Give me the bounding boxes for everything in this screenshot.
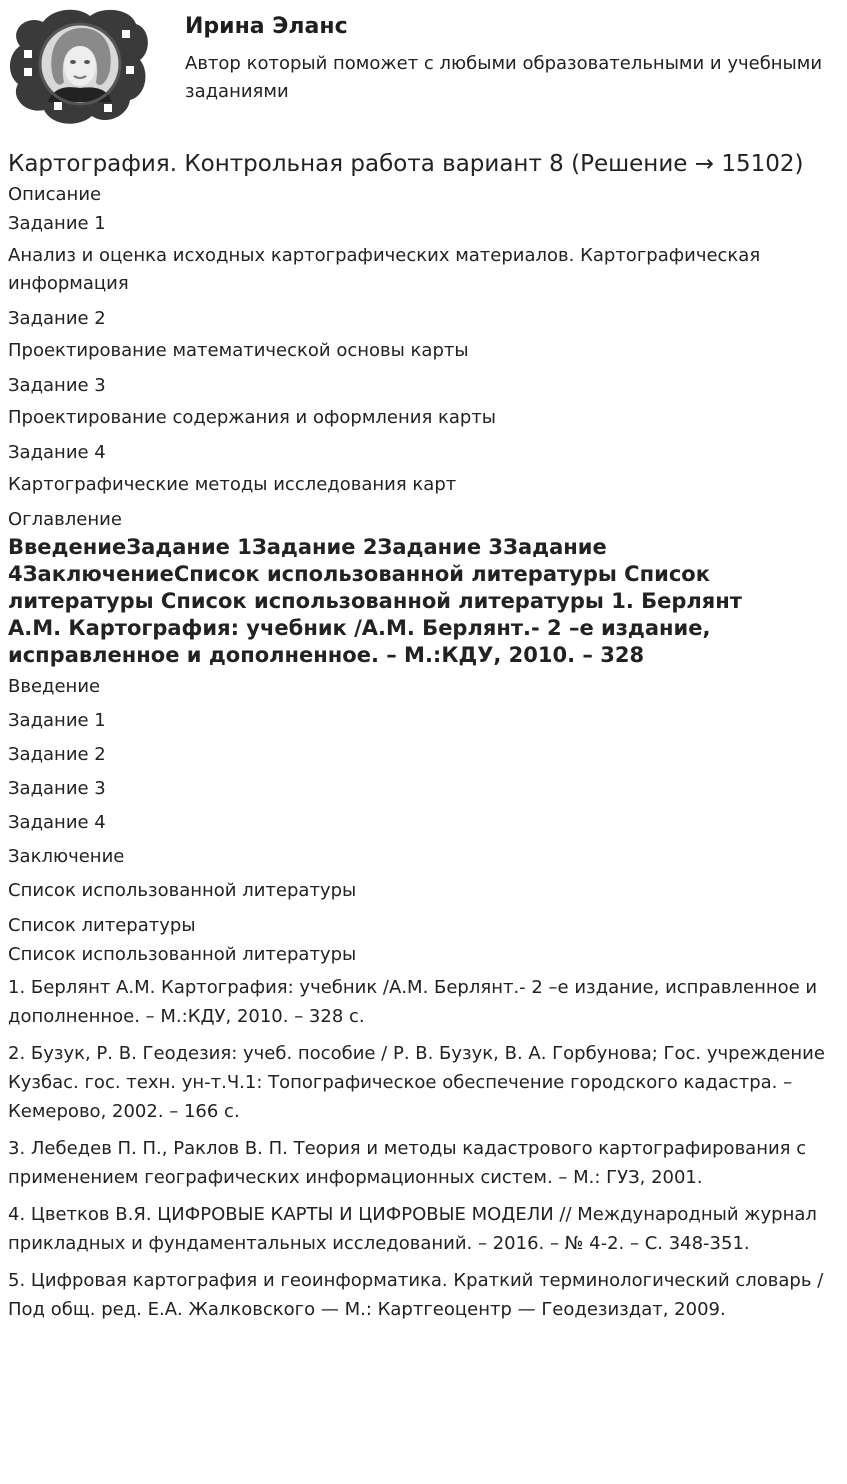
toc-label: Оглавление bbox=[8, 509, 122, 530]
task-label: Задание 2 bbox=[8, 308, 106, 329]
list-label: Список литературы bbox=[8, 915, 196, 936]
toc-item: Введение bbox=[8, 676, 101, 697]
toc-item: Задание 3 bbox=[8, 778, 106, 799]
reference-item: 2. Бузук, Р. В. Геодезия: учеб. пособие / Р. В. Бузук, В. А. Горбунова; Гос. учреждение Кузбас. гос. техн. ун-т.Ч.1: Топографическое обеспечение городского кадастра. – Кемерово, 2002. – 166 с. bbox=[8, 1043, 825, 1122]
task-label: Задание 1 bbox=[8, 213, 106, 234]
task-label: Задание 4 bbox=[8, 442, 106, 463]
reference-item: 4. Цветков В.Я. ЦИФРОВЫЕ КАРТЫ И ЦИФРОВЫЕ МОДЕЛИ // Международный журнал прикладных и фундаментальных исследований. – 2016. – № 4-2. – С. 348-351. bbox=[8, 1204, 817, 1254]
task-text: Картографические методы исследования карт bbox=[8, 474, 457, 495]
toc-item: Заключение bbox=[8, 846, 125, 867]
toc-item: Список использованной литературы bbox=[8, 880, 357, 901]
page-title: Картография. Контрольная работа вариант 8 (Решение → 15102) bbox=[8, 151, 804, 177]
content bbox=[8, 180, 838, 1324]
task-label: Задание 3 bbox=[8, 375, 106, 396]
task-text: Проектирование содержания и оформления карты bbox=[8, 407, 497, 428]
description-label: Описание bbox=[8, 184, 102, 205]
toc-item: Задание 4 bbox=[8, 812, 106, 833]
task-text: Анализ и оценка исходных картографических материалов. Картографическая информация bbox=[8, 245, 761, 294]
toc-item: Задание 1 bbox=[8, 710, 106, 731]
references-list bbox=[8, 973, 838, 1324]
author-name[interactable]: Ирина Эланс bbox=[185, 14, 348, 39]
task-text: Проектирование математической основы карты bbox=[8, 340, 469, 361]
author-description: Автор который поможет с любыми образовательными и учебными заданиями bbox=[185, 53, 823, 102]
toc-bold-summary: ВведениеЗадание 1Задание 2Задание 3Задание 4ЗаключениеСписок использованной литературы Список литературы Список использованной литературы 1. Берлянт А.М. Картография: учебник /А.М. Берлянт.- 2 –е издание, исправленное и дополненное. – М.:КДУ, 2010. – 328 bbox=[8, 535, 742, 667]
toc-item: Задание 2 bbox=[8, 744, 106, 765]
reference-item: 5. Цифровая картография и геоинформатика. Краткий терминологический словарь / Под общ. ред. Е.А. Жалковского — М.: Картгеоцентр — Геодезиздат, 2009. bbox=[8, 1270, 824, 1320]
reference-item: 3. Лебедев П. П., Раклов В. П. Теория и методы кадастрового картографирования с применением географических информационных систем. – М.: ГУЗ, 2001. bbox=[8, 1138, 807, 1188]
reference-item: 1. Берлянт А.М. Картография: учебник /А.М. Берлянт.- 2 –е издание, исправленное и дополненное. – М.:КДУ, 2010. – 328 с. bbox=[8, 977, 818, 1027]
author-avatar bbox=[8, 6, 150, 126]
references-label: Список использованной литературы bbox=[8, 944, 357, 965]
author-header bbox=[0, 0, 847, 130]
